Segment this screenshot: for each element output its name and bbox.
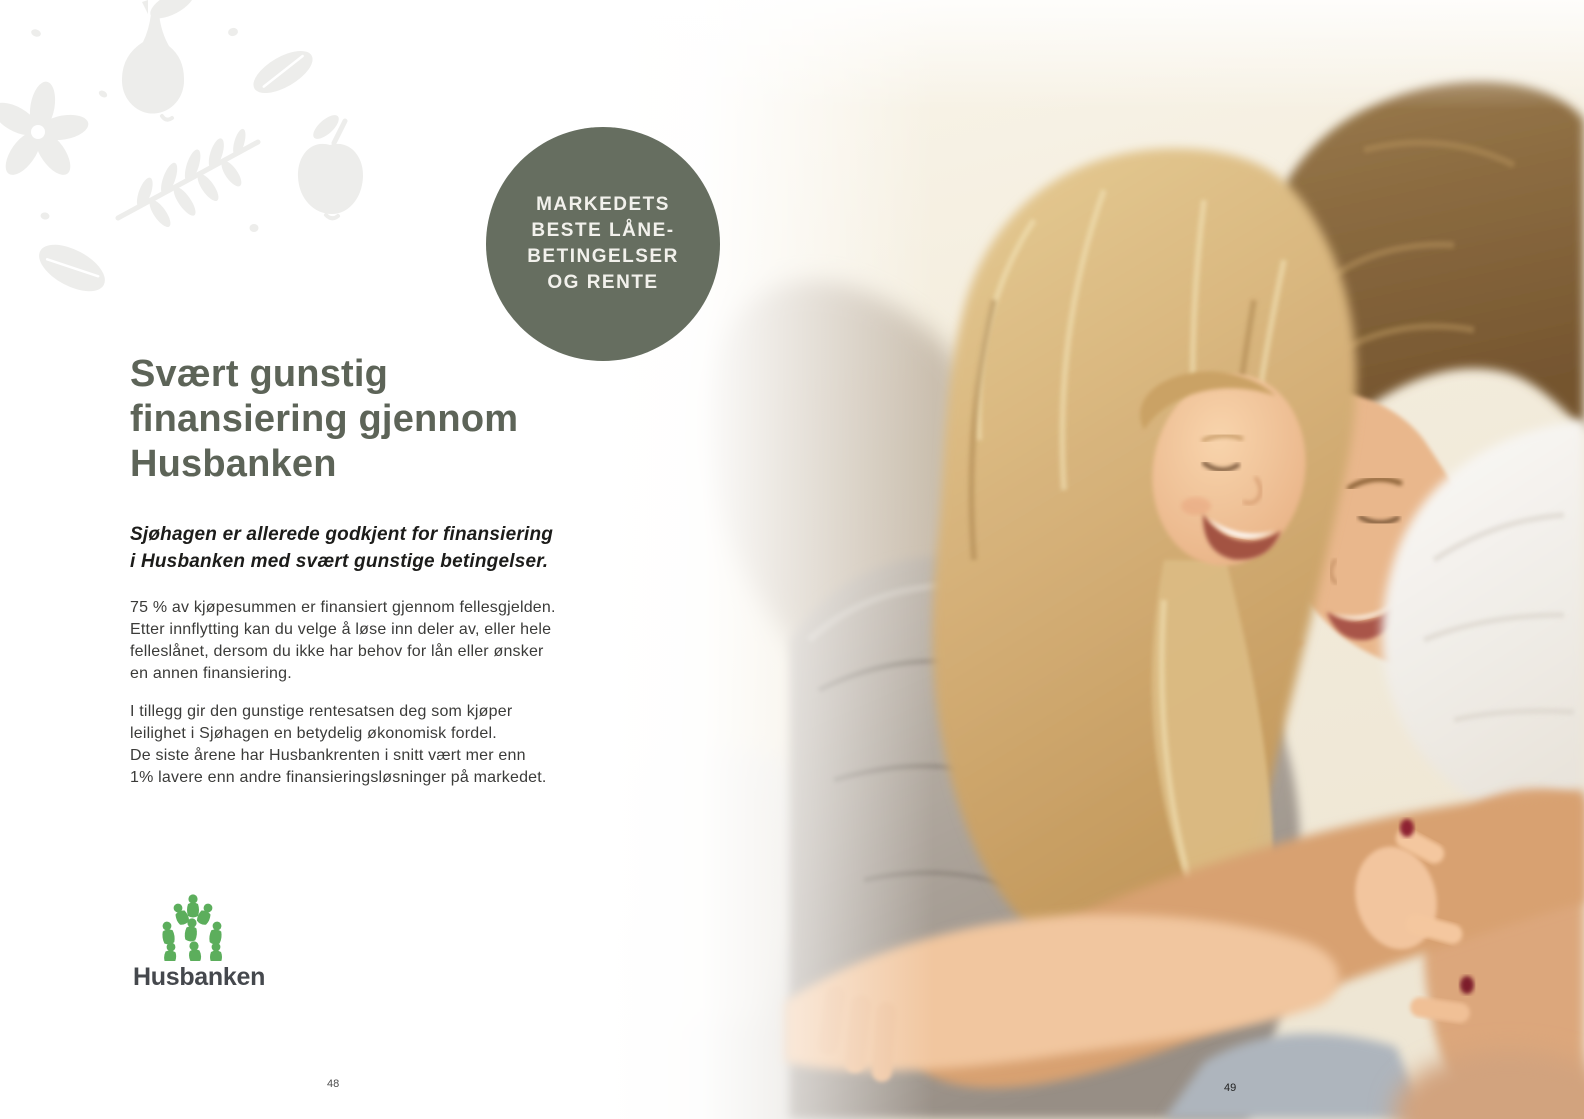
husbanken-logo bbox=[133, 891, 293, 992]
text-line: en annen finansiering. bbox=[130, 665, 292, 682]
article bbox=[130, 352, 600, 789]
couple-photo bbox=[604, 0, 1584, 1119]
title-line: finansiering gjennom bbox=[130, 398, 519, 440]
decor-illustration bbox=[0, 0, 380, 310]
text-line: felleslånet, dersom du ikke har behov for lån eller ønsker bbox=[130, 643, 544, 660]
page-title bbox=[130, 352, 600, 487]
text-line: leilighet i Sjøhagen en betydelig økonomisk fordel. bbox=[130, 725, 497, 742]
badge-line: BETINGELSER bbox=[527, 246, 679, 267]
text-line: i Husbanken med svært gunstige betingelser. bbox=[130, 551, 549, 572]
page-number-left: 48 bbox=[327, 1078, 340, 1090]
title-line: Husbanken bbox=[130, 443, 337, 485]
badge-line: OG RENTE bbox=[547, 272, 659, 293]
badge-line: MARKEDETS bbox=[536, 194, 670, 215]
body-paragraph-1 bbox=[130, 597, 600, 685]
text-line: 75 % av kjøpesummen er finansiert gjennom fellesgjelden. bbox=[130, 599, 556, 616]
title-line: Svært gunstig bbox=[130, 353, 389, 395]
husbanken-house-icon bbox=[155, 891, 231, 961]
text-line: Sjøhagen er allerede godkjent for finansiering bbox=[130, 524, 554, 545]
loan-badge bbox=[486, 127, 720, 361]
page-number-right: 49 bbox=[1224, 1082, 1237, 1094]
text-line: De siste årene har Husbankrenten i snitt vært mer enn bbox=[130, 747, 526, 764]
lead-paragraph bbox=[130, 521, 600, 575]
text-line: I tillegg gir den gunstige rentesatsen deg som kjøper bbox=[130, 703, 513, 720]
badge-line: BESTE LÅNE- bbox=[531, 220, 675, 241]
body-paragraph-2 bbox=[130, 701, 600, 789]
husbanken-wordmark: Husbanken bbox=[133, 963, 266, 991]
text-line: Etter innflytting kan du velge å løse inn deler av, eller hele bbox=[130, 621, 552, 638]
text-line: 1% lavere enn andre finansieringsløsninger på markedet. bbox=[130, 769, 547, 786]
